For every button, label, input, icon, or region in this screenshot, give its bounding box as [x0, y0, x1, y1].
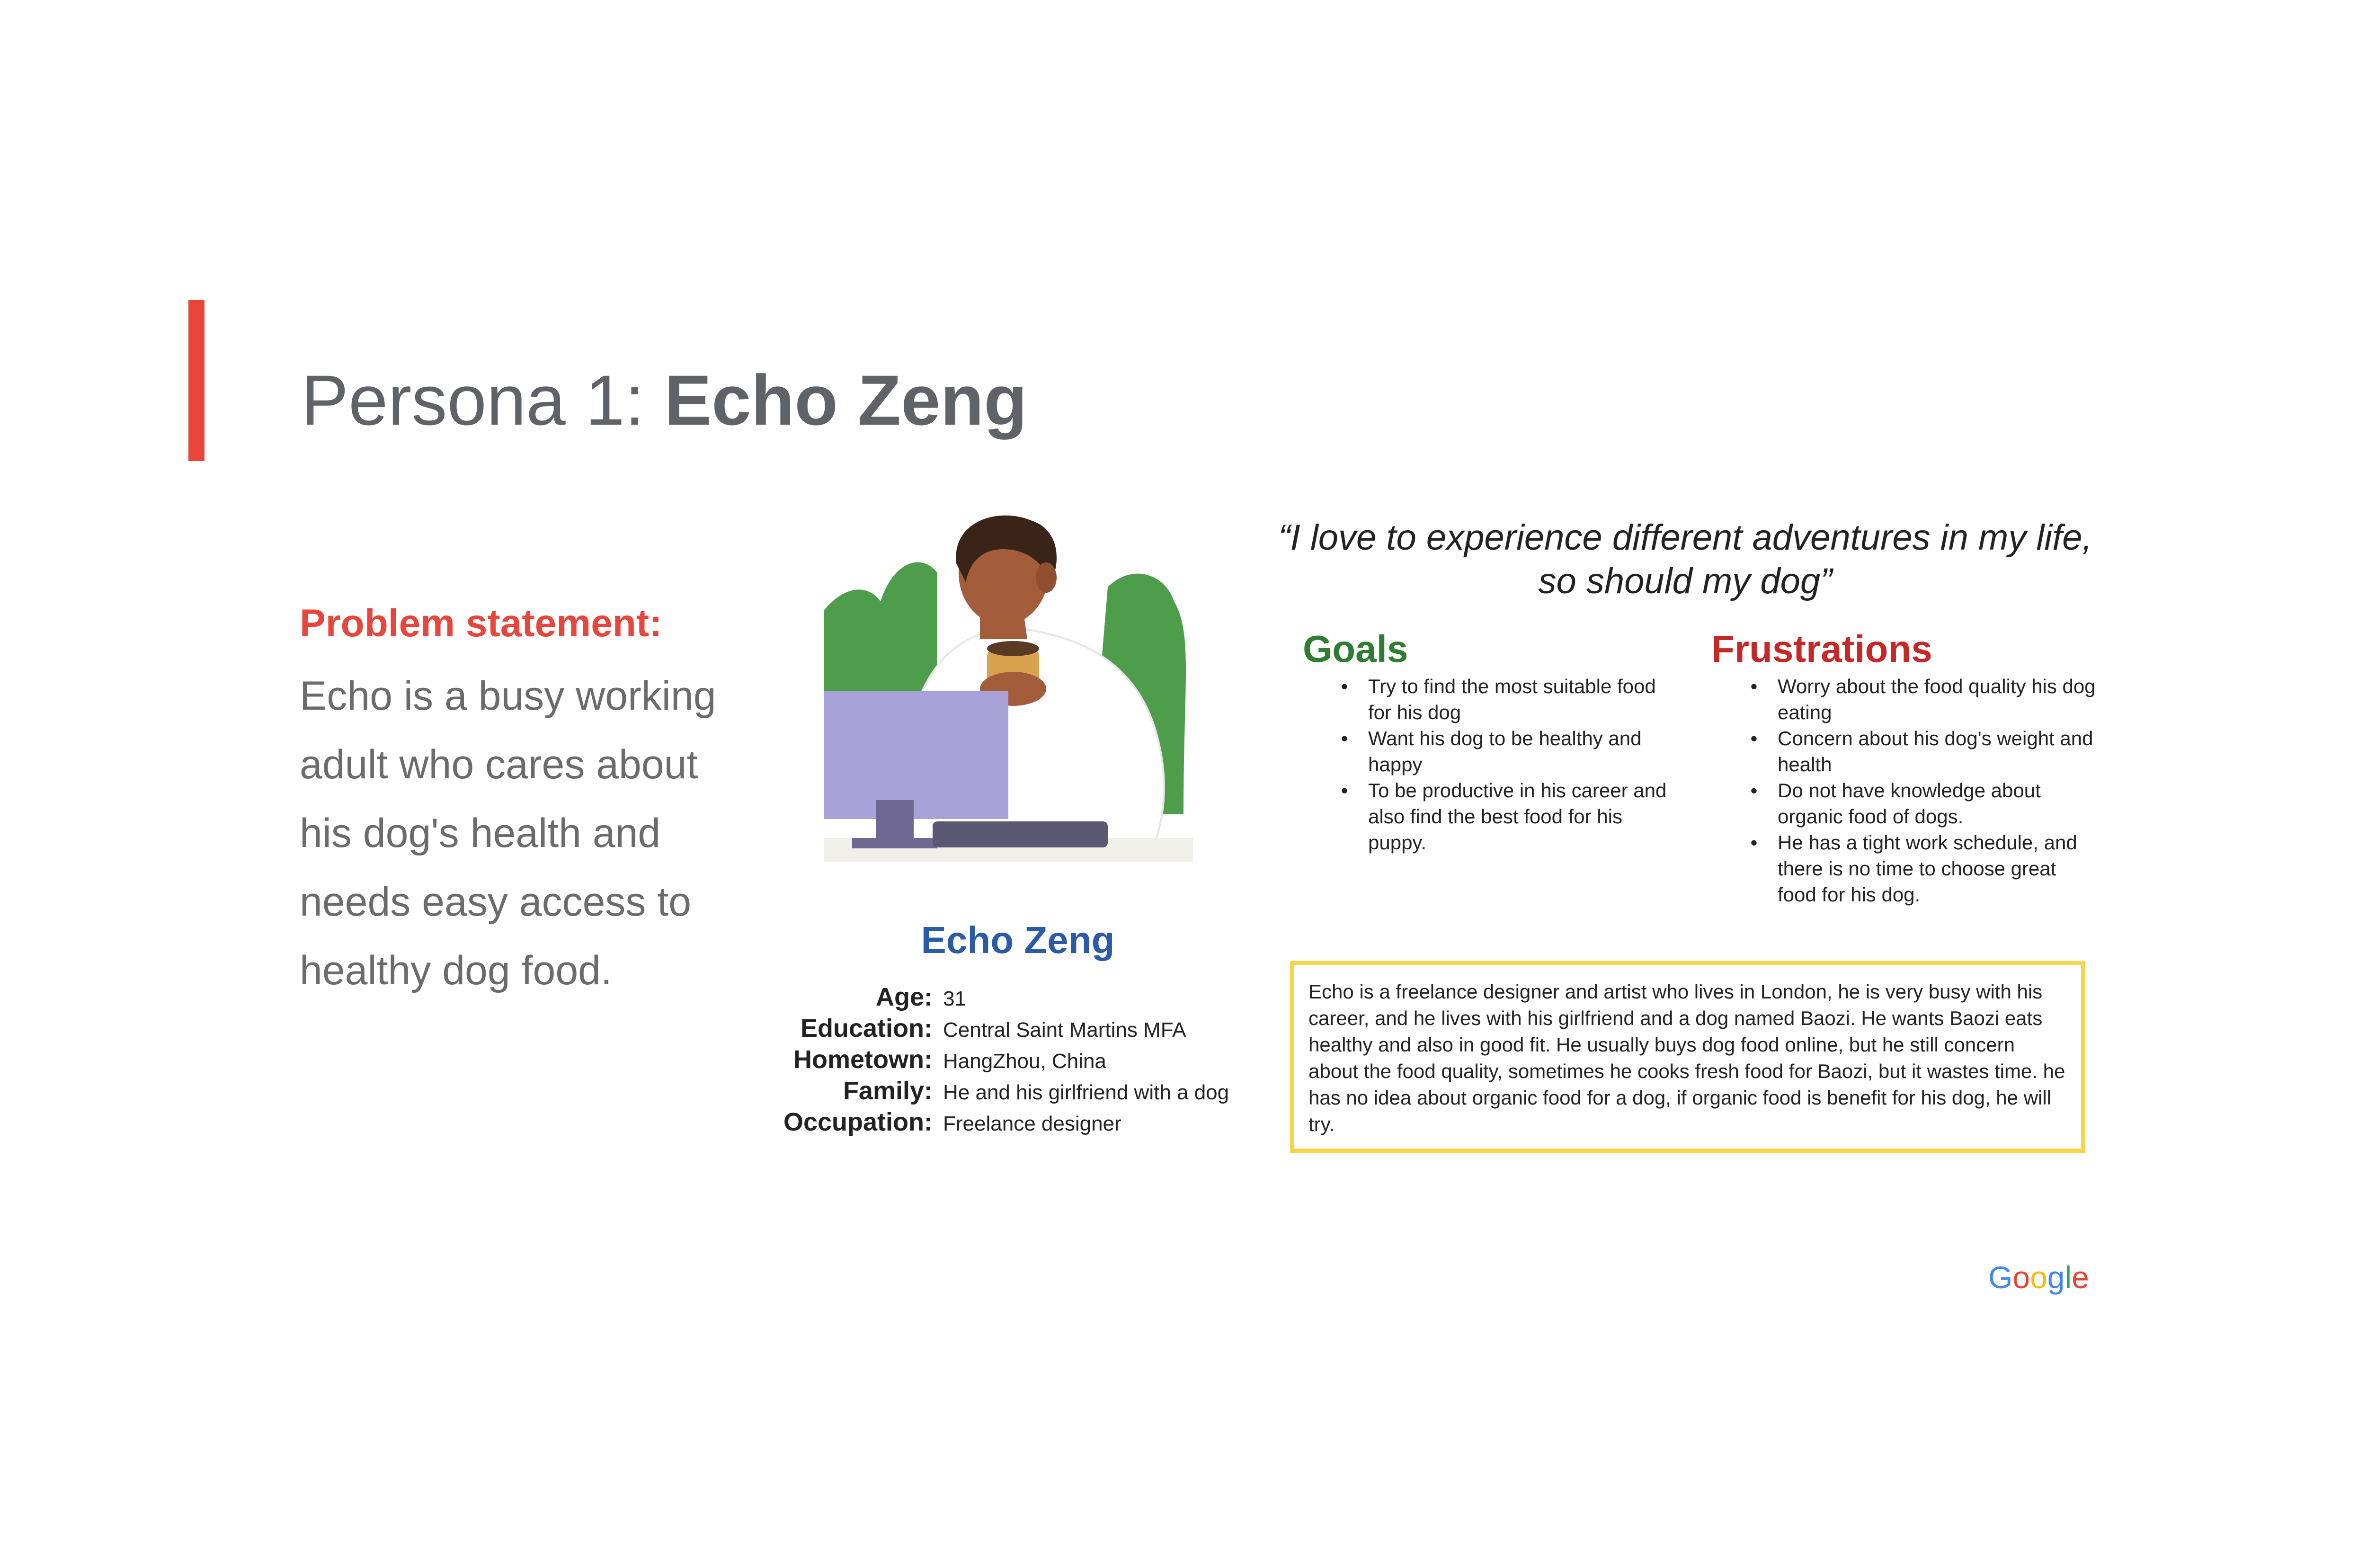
title-name: Echo Zeng [664, 360, 1027, 440]
monitor-stand [876, 800, 914, 843]
frustrations-heading: Frustrations [1711, 628, 1932, 670]
bullet-icon: • [1750, 831, 1758, 854]
persona-bio: Echo is a freelance designer and artist who lives in London, he is very busy with his career, and he lives with his girlfriend and a dog named Baozi. He wants Baozi eats healthy and also in good fit. He usually buys dog food online, but he still concern about the food quality, sometimes he cooks fresh food for Baozi, but it wastes time. he has no idea about organic food for a dog, if organic food is benefit for his dog, he will try. [1290, 961, 2085, 1153]
title-prefix: Persona 1: [301, 360, 665, 440]
ear [1036, 562, 1057, 593]
keyboard [933, 821, 1108, 847]
fact-label: Occupation: [783, 1108, 933, 1136]
frustration-text: Do not have knowledge about organic food of dogs. [1778, 779, 2041, 828]
google-logo [1988, 1259, 2089, 1295]
persona-name: Echo Zeng [921, 919, 1115, 961]
cup-top [987, 641, 1039, 656]
bullet-icon: • [1750, 727, 1758, 749]
logo-letter: o [2030, 1260, 2047, 1295]
logo-letter: l [2064, 1260, 2072, 1295]
fact-value: HangZhou, China [943, 1050, 1106, 1073]
bullet-icon: • [1341, 727, 1348, 749]
frustrations-list [1730, 673, 2100, 908]
accent-bar [188, 300, 205, 461]
fact-value: Freelance designer [943, 1112, 1121, 1135]
plant-left [824, 562, 937, 691]
bullet-icon: • [1750, 779, 1758, 802]
list-item [1321, 777, 1681, 855]
logo-letter: G [1988, 1260, 2013, 1295]
list-item [1730, 829, 2100, 908]
bullet-icon: • [1341, 779, 1348, 802]
frustration-text: He has a tight work schedule, and there is no time to choose great food for his dog. [1778, 831, 2077, 906]
fact-row-hometown [710, 1045, 1278, 1076]
problem-line: his dog's health and [300, 811, 661, 856]
goal-text: Try to find the most suitable food for his dog [1368, 675, 1656, 723]
persona-quote: “I love to experience different adventures in my life, so should my dog” [1278, 517, 2092, 601]
list-item [1730, 777, 2100, 829]
problem-line: healthy dog food. [300, 948, 612, 993]
persona-facts [710, 982, 1278, 1139]
problem-line: adult who cares about [300, 742, 698, 787]
persona-illustration [824, 511, 1193, 862]
list-item [1730, 673, 2100, 725]
fact-row-education [710, 1014, 1278, 1045]
logo-letter: o [2012, 1260, 2030, 1295]
fact-row-occupation [710, 1107, 1278, 1139]
bullet-icon: • [1750, 675, 1758, 697]
problem-statement-text [300, 662, 773, 1005]
frustration-text: Worry about the food quality his dog eating [1778, 675, 2096, 723]
goals-heading: Goals [1303, 628, 1408, 670]
fact-label: Hometown: [793, 1045, 933, 1074]
bullet-icon: • [1341, 675, 1348, 697]
fact-label: Education: [801, 1014, 933, 1042]
monitor [824, 691, 1008, 819]
list-item [1321, 673, 1681, 725]
fact-row-age [710, 982, 1278, 1014]
frustration-text: Concern about his dog's weight and health [1778, 727, 2093, 775]
monitor-base [852, 838, 937, 848]
fact-label: Age: [876, 983, 933, 1011]
problem-statement-heading: Problem statement: [300, 602, 662, 645]
page-title [301, 360, 1027, 440]
goal-text: Want his dog to be healthy and happy [1368, 727, 1642, 775]
fact-value: He and his girlfriend with a dog [943, 1081, 1229, 1104]
goals-list [1321, 673, 1681, 855]
logo-letter: e [2072, 1260, 2089, 1295]
fact-row-family [710, 1076, 1278, 1107]
goal-text: To be productive in his career and also find the best food for his puppy. [1368, 779, 1667, 854]
problem-line: Echo is a busy working [300, 673, 716, 719]
list-item [1321, 725, 1681, 777]
list-item [1730, 725, 2100, 777]
logo-letter: g [2047, 1260, 2065, 1295]
fact-label: Family: [843, 1077, 933, 1105]
fact-value: 31 [943, 987, 966, 1010]
fact-value: Central Saint Martins MFA [943, 1018, 1186, 1042]
problem-line: needs easy access to [300, 879, 692, 925]
